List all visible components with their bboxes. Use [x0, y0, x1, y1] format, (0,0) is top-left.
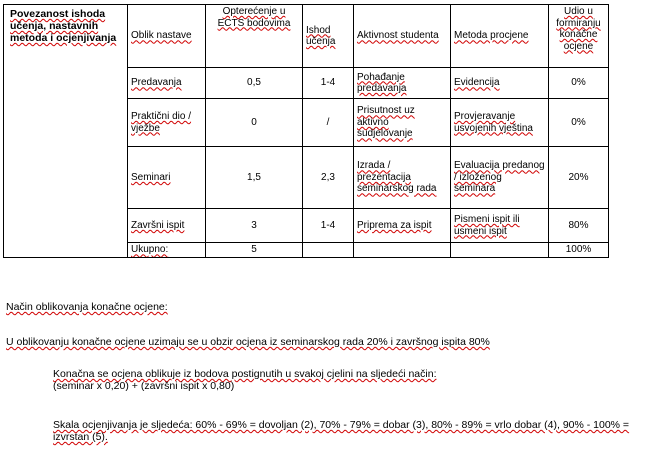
cell-oblik-text: Završni ispit — [131, 219, 185, 231]
cell-ects: 1,5 — [206, 147, 303, 209]
formula-line-2: (seminar x 0,20) + (završni ispit x 0,80) — [53, 380, 235, 392]
cell-oblik — [128, 68, 206, 99]
header-row — [4, 5, 609, 68]
cell-ishod: 1-4 — [303, 68, 354, 99]
header-aktivnost-text: Aktivnost studenta — [357, 30, 439, 42]
total-empty-2 — [354, 243, 451, 258]
cell-aktivnost-text: Priprema za ispit — [357, 219, 432, 231]
total-label-text: Ukupno: — [131, 244, 169, 256]
total-label — [128, 243, 206, 258]
cell-metoda-text: Evidencija — [454, 77, 500, 89]
grading-scale — [53, 419, 633, 443]
header-oblik — [128, 5, 206, 68]
cell-oblik-text: Seminari — [131, 171, 171, 183]
cell-aktivnost-text: Prisutnost uz aktivno sudjelovanje — [357, 105, 415, 140]
cell-aktivnost — [354, 68, 451, 99]
header-ishod — [303, 5, 354, 68]
cell-ects: 3 — [206, 209, 303, 243]
intro-paragraph — [6, 336, 490, 348]
header-udio — [549, 5, 609, 68]
cell-aktivnost-text: Pohađanje predavanja — [357, 71, 407, 94]
cell-oblik — [128, 99, 206, 147]
cell-aktivnost-text: Izrada / prezentacija seminarskog rada — [357, 160, 437, 195]
cell-oblik-text: Praktični dio / vježbe — [131, 111, 192, 134]
cell-udio: 20% — [549, 147, 609, 209]
header-metoda — [451, 5, 549, 68]
row-header — [4, 5, 128, 258]
header-metoda-text: Metoda procjene — [454, 30, 529, 42]
cell-oblik-text: Predavanja — [131, 77, 182, 89]
cell-aktivnost — [354, 209, 451, 243]
formula-paragraph — [53, 368, 437, 392]
header-udio-text: Udio u formiranju konačne ocjene — [556, 6, 601, 52]
cell-ishod: 1-4 — [303, 209, 354, 243]
cell-metoda — [451, 99, 549, 147]
cell-oblik — [128, 147, 206, 209]
cell-ects: 0 — [206, 99, 303, 147]
formula-line-1 — [53, 368, 437, 380]
cell-aktivnost — [354, 99, 451, 147]
cell-udio: 0% — [549, 68, 609, 99]
formula-line-1-text: Konačna se ocjena oblikuje iz bodova postignutih u svakoj cjelini na sljedeći način: — [53, 368, 437, 380]
total-empty-3 — [451, 243, 549, 258]
cell-oblik — [128, 209, 206, 243]
cell-udio: 0% — [549, 99, 609, 147]
header-opterecenje-text: Opterećenje u ECTS bodovima — [217, 6, 291, 29]
cell-metoda-text: Pismeni ispit ili usmeni ispit — [454, 214, 520, 237]
cell-ishod: 2,3 — [303, 147, 354, 209]
header-aktivnost — [354, 5, 451, 68]
header-opterecenje — [206, 5, 303, 68]
section-title-text: Način oblikovanja konačne ocjene: — [6, 301, 168, 313]
cell-aktivnost — [354, 147, 451, 209]
header-oblik-text: Oblik nastave — [131, 30, 192, 42]
cell-ects: 0,5 — [206, 68, 303, 99]
cell-metoda — [451, 209, 549, 243]
section-title — [6, 301, 168, 313]
cell-udio: 80% — [549, 209, 609, 243]
assessment-table — [3, 4, 609, 258]
cell-metoda — [451, 147, 549, 209]
total-empty-1 — [303, 243, 354, 258]
grading-scale-text: Skala ocjenjivanja je sljedeća: 60% - 69% = dovoljan (2), 70% - 79% = dobar (3), 80% - 89% = vrlo dobar (4), 90% - 100% = izvrstan (5). — [53, 419, 630, 443]
total-ects: 5 — [206, 243, 303, 258]
cell-ishod: / — [303, 99, 354, 147]
total-udio: 100% — [549, 243, 609, 258]
header-ishod-text: Ishod učenja — [306, 24, 336, 47]
cell-metoda-text: Provjeravanje usvojenih vještina — [454, 111, 533, 134]
row-header-text: Povezanost ishoda učenja, nastavnih metoda i ocjenjivanja — [10, 8, 117, 44]
cell-metoda-text: Evaluacija predanog / izloženog seminara — [454, 160, 545, 195]
intro-text: U oblikovanju konačne ocjene uzimaju se u obzir ocjena iz seminarskog rada 20% i završnog ispita 80% — [6, 336, 490, 348]
cell-metoda — [451, 68, 549, 99]
